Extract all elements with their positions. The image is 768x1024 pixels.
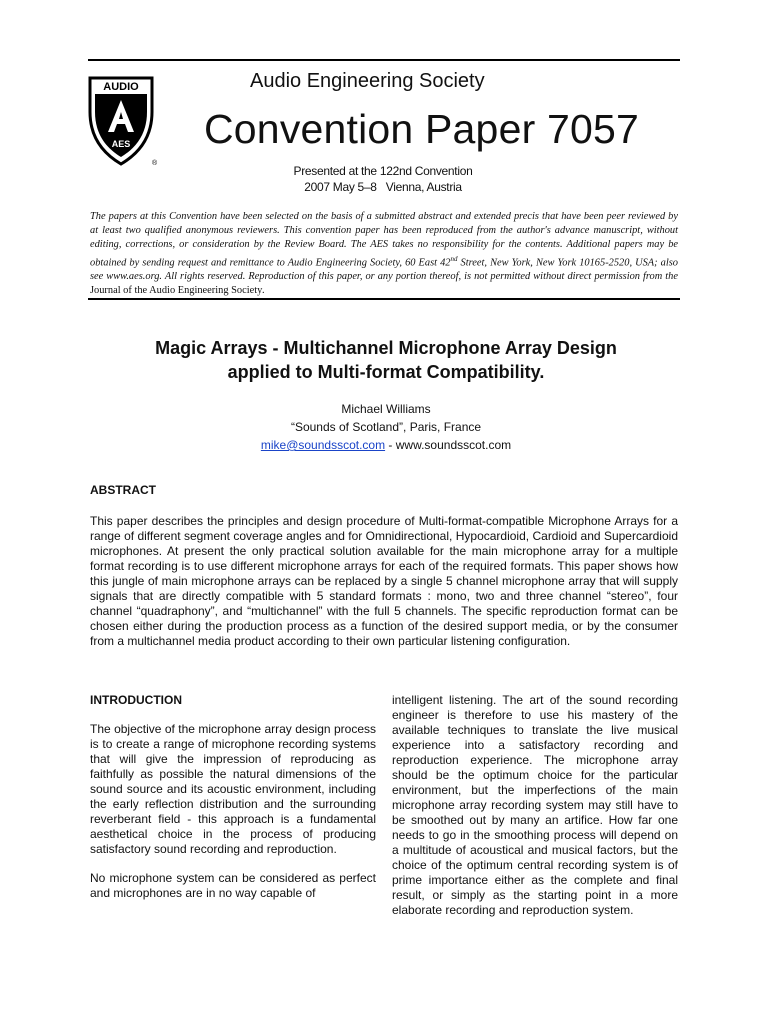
- abstract-heading: ABSTRACT: [90, 483, 156, 497]
- right-column: [392, 693, 678, 932]
- disclaimer-end: .: [262, 285, 265, 297]
- disclaimer-superscript: nd: [450, 255, 458, 263]
- society-name: Audio Engineering Society: [250, 70, 485, 92]
- logo-registered-mark: ®: [152, 160, 158, 167]
- abstract-text: This paper describes the principles and design procedure of Multi-format-compatible Microphone Arrays for a range of different segment coverage angles and for Omnidirectional, Hypocardioid, Cardioid and Supercardioid microphones. At present the only practical solution available for the main microphone array for a multiple format recording is to use different microphone arrays for each of the required formats. This paper shows how this jungle of main microphone arrays can be replaced by a single 5 channel microphone array that will supply signals that are directly compatible with 5 standard formats : mono, two and three channel “stereo”, four channel “quadraphony”, and “multichannel” with the full 5 channels. The specific reproduction format can be chosen either during the production process as a function of the desired support media, or by the consumer from a multichannel media product according to their own particular listening configuration.: [90, 514, 678, 648]
- aes-logo-icon: [86, 72, 158, 168]
- author-contact: [90, 436, 682, 454]
- author-email-link[interactable]: mike@soundsscot.com: [260, 438, 386, 452]
- author-block: [90, 400, 682, 454]
- introduction-heading: INTRODUCTION: [90, 693, 182, 707]
- intro-paragraph-2: No microphone system can be considered as perfect and microphones are in no way capable of: [90, 871, 376, 900]
- right-column-paragraph: intelligent listening. The art of the sound recording engineer is therefore to use his mastery of the available techniques to translate the live musical experience into a satisfactory recording and reproduction experience. The microphone array should be the optimum choice for the particular environment, but the imperfections of the main microphone array recording system may still have to be smoothed out by many an artifice. How far one needs to go in the smoothing process will depend on a multitude of acoustical and musical factors, but the choice of the optimum central recording system is of prime importance either as the complete and final result, or simply as the starting point in a more elaborate recording and reproduction system.: [392, 693, 678, 917]
- disclaimer-text: [90, 210, 678, 298]
- presented-at: [283, 163, 483, 195]
- disclaimer-part-1: The papers at this Convention have been selected on the basis of a submitted abstract and extended precis that have been peer reviewed by at least two qualified anonymous reviewers. This convention paper has been reproduced from the author's advance manuscript, without editing, corrections, or consideration by the Review Board. The AES takes no responsibility for the contents. Additional papers may be obtained by sending request and remittance to Audio Engineering Society, 60 East 42: [90, 211, 678, 269]
- disclaimer-part-2: Street, New York, New York 10165-2520, USA; also see www.aes.org. All rights reserved. Reproduction of this paper, or any portion thereof, is not permitted without direct permission from the: [90, 257, 678, 283]
- intro-paragraph-1: The objective of the microphone array design process is to create a range of microphone recording systems that will give the impression of reproducing as faithfully as possible the natural dimensions of the sound source and its acoustic environment, including the early reflection distribution and the surrounding reverberant field - this approach is a fundamental aesthetical choice in the process of producing satisfactory sound recording and reproduction.: [90, 722, 376, 856]
- article-title: [90, 336, 682, 384]
- paper-title: Convention Paper 7057: [204, 106, 640, 152]
- top-rule: [88, 59, 680, 61]
- presented-line-2: 2007 May 5–8 Vienna, Austria: [304, 180, 462, 194]
- logo-text-top: AUDIO: [103, 81, 139, 93]
- left-column: [90, 693, 376, 915]
- article-title-line-1: Magic Arrays - Multichannel Microphone Array Design: [155, 338, 617, 358]
- presented-line-1: Presented at the 122nd Convention: [293, 164, 473, 178]
- disclaimer-journal: Journal of the Audio Engineering Society: [90, 285, 263, 297]
- author-name: Michael Williams: [341, 402, 431, 416]
- logo-text-bottom: AES: [111, 139, 131, 149]
- bottom-rule: [88, 298, 680, 300]
- author-affiliation: “Sounds of Scotland”, Paris, France: [290, 420, 482, 434]
- author-website: - www.soundsscot.com: [385, 438, 512, 452]
- article-title-line-2: applied to Multi-format Compatibility.: [227, 362, 545, 382]
